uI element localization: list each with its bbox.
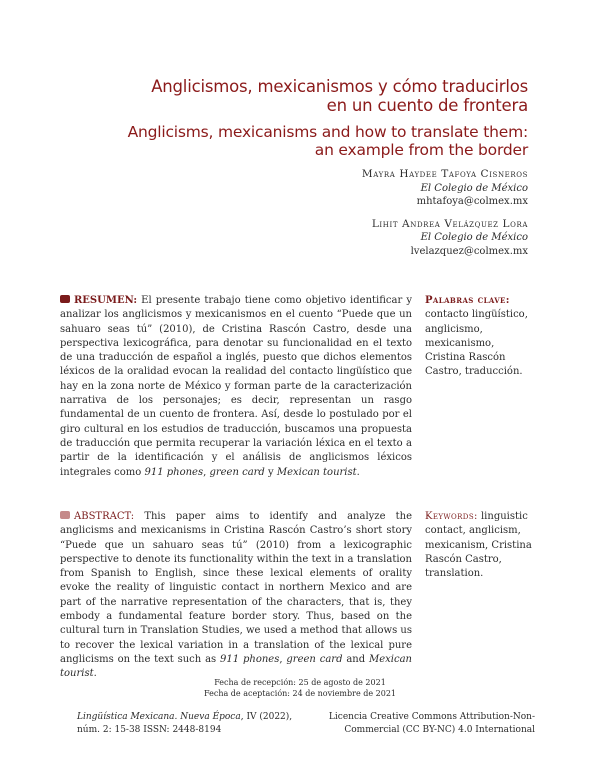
keywords-spanish [425,294,537,380]
title-en-line1: Anglicisms, mexicanisms and how to translate them: [127,123,528,141]
license-note [329,711,535,737]
title-en-line2: an example from the border [314,141,528,159]
author-2 [362,218,528,259]
journal-name: Lingüística Mexicana. Nueva Época [77,712,241,722]
example-term: Mexican tourist [60,653,412,680]
article-titles [128,77,528,159]
date-received: Fecha de recepción: 25 de agosto de 2021 [214,678,386,687]
example-term: green card [286,653,343,665]
abstract-es-label: RESUMEN: [74,295,138,306]
submission-dates [0,677,600,699]
author-block [362,168,528,258]
author-name: Mayra Haydee Tafoya Cisneros [361,168,528,180]
title-english [128,123,528,159]
title-es-line1: Anglicismos, mexicanismos y cómo traducirlos [151,77,528,96]
keywords-en-label: Keywords: [425,511,478,522]
author-email[interactable]: mhtafoya@colmex.mx [416,196,528,207]
example-term: Mexican tourist [276,466,357,478]
separator: y [264,466,277,478]
abstract-en-text: This paper aims to identify and analyze the anglicisms and mexicanisms in Cristina Rascón Castro’s short story “Puede que un sahuaro seas tú” (2010) from a lexicographic perspective to denote its functionality within the text in a translation from Spanish to English, since these lexical elements of orality evoke the reality of linguistic contact in northern Mexico and are part of the narrative representation of the characters, that is, they embody a fundamental feature border story. Thus, based on the cultural turn in Translation Studies, we used a method that allows us to recover the lexical variation in a translation of the lexical pure anglicisms on the text such as [60,511,412,665]
license-line1[interactable]: Licencia Creative Commons Attribution-Non- [328,712,535,722]
date-accepted: Fecha de aceptación: 24 de noviembre de 2021 [204,689,396,698]
author-affiliation: El Colegio de México [420,182,528,194]
example-term: 911 phones [220,653,280,665]
example-term: green card [209,466,265,478]
author-email[interactable]: lvelazquez@colmex.mx [410,245,528,257]
abstract-english [60,510,412,682]
bullet-square-icon [60,511,70,519]
keywords-es-text: contacto lingüístico, anglicismo, mexicanismo, Cristina Rascón Castro, traducción. [425,309,528,378]
abstract-es-text: El presente trabajo tiene como objetivo identificar y analizar los anglicismos y mexicanismos en el cuento “Puede que un sahuaro seas tú” (2010), de Cristina Rascón Castro, desde una perspectiva lexicográfica, para denotar su funcionalidad en el texto de una traducción de español a inglés, puesto que dichos elementos léxicos de la oralidad evocan la realidad del contacto lingüístico que hay en la zona norte de México y forman parte de la caracterización narrativa de los personajes; es decir, representan un rasgo fundamental de un cuento de frontera. Así, desde lo postulado por el giro cultural en los estudios de traducción, buscamos una propuesta de traducción que permita recuperar la variación léxica en el texto a partir de la identificación y el análisis de anglicismos léxicos integrales como [60,295,412,478]
journal-issue: núm. 2: 15-38 ISSN: 2448-8194 [77,725,222,735]
period: . [356,466,360,478]
separator: , [203,466,210,478]
author-affiliation: El Colegio de México [420,232,528,243]
keywords-english [425,510,537,581]
author-name: Lihit Andrea Velázquez Lora [371,217,528,230]
bullet-square-icon [60,295,70,303]
keywords-es-label: Palabras clave: [425,295,510,306]
separator: and [342,653,369,665]
author-1 [362,168,528,209]
keywords-en-text: linguistic contact, anglicism, mexicanism, Cristina Rascón Castro, translation. [425,511,532,580]
example-term: 911 phones [144,466,204,478]
title-spanish [128,77,528,115]
abstract-en-label: ABSTRACT: [74,511,135,522]
license-line2[interactable]: Commercial (CC BY-NC) 4.0 International [344,725,535,735]
abstract-spanish [60,294,412,480]
journal-citation [77,711,292,737]
title-es-line2: en un cuento de frontera [326,96,528,115]
period: . [93,668,97,680]
separator: , [279,653,287,665]
journal-volume: , IV (2022), [240,712,293,722]
